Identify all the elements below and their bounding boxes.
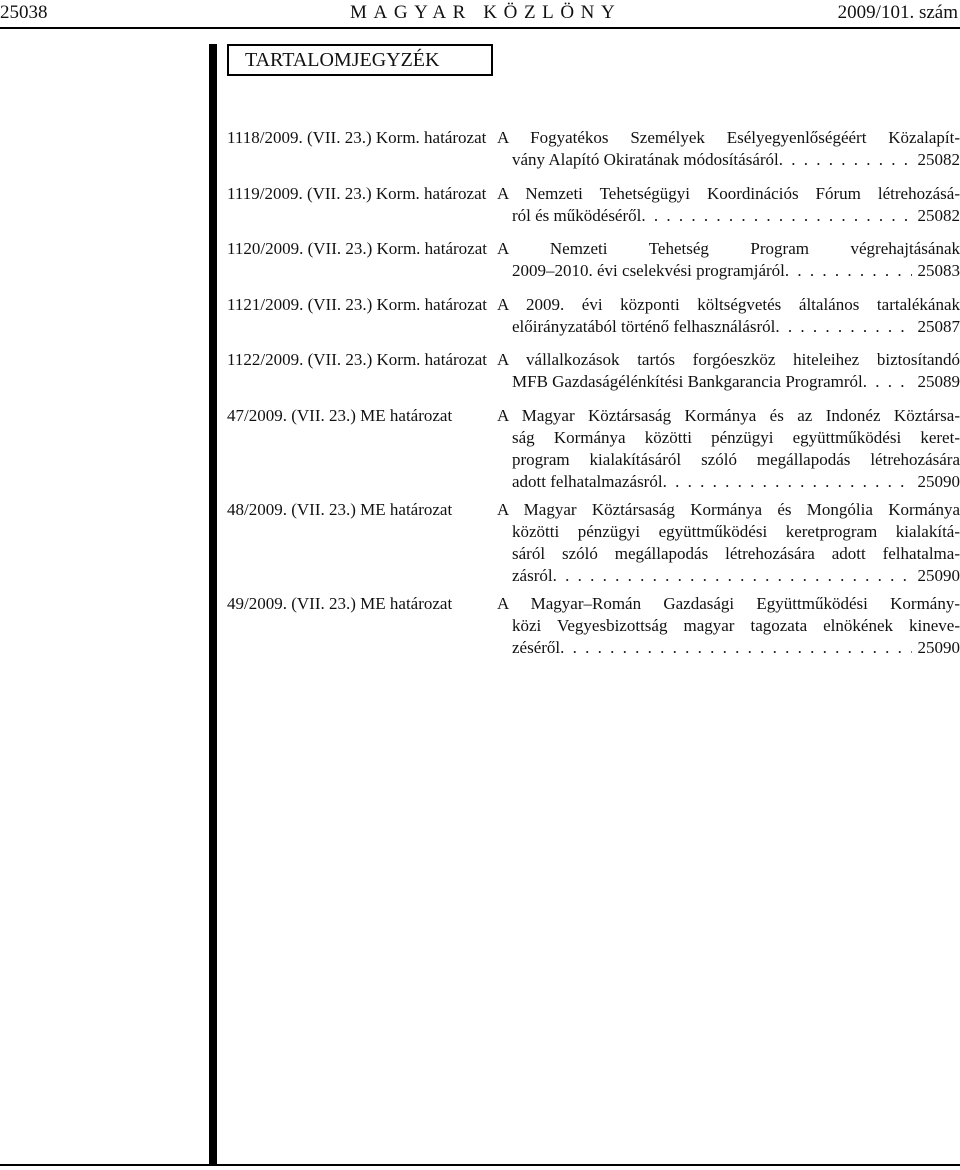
description-last-line [497,260,960,282]
description-last-line [497,149,960,171]
description-line: előirányzatából történő felhasználásról [512,317,776,336]
entry-reference: 1118/2009. (VII. 23.) Korm. határozat [227,128,487,147]
page-reference: 25082 [917,150,960,169]
page-reference: 25082 [917,206,960,225]
dot-leader [641,205,911,227]
entry-reference: 1119/2009. (VII. 23.) Korm. határozat [227,184,487,203]
page-reference: 25090 [917,638,960,657]
description-line: zásról [512,566,553,585]
description-line: 2009–2010. évi cselekvési programjáról [512,261,785,280]
page-reference: 25089 [917,372,960,391]
entry-description [497,183,960,227]
page-reference: 25087 [917,317,960,336]
description-last-line [497,565,960,587]
entry-description [497,294,960,338]
issue-number: 2009/101. szám [837,2,958,23]
description-last-line [497,371,960,393]
dot-leader [863,371,912,393]
journal-title: MAGYAR KÖZLÖNY [350,2,622,23]
entry-reference: 47/2009. (VII. 23.) ME határozat [227,406,453,425]
description-line: ról és működéséről [512,206,642,225]
page-number: 25038 [0,2,48,23]
description-line: A Nemzeti Tehetségügyi Koordinációs Fórum létrehozásá- [497,184,960,203]
entry-description [497,405,960,493]
description-line: A vállalkozások tartós forgóeszköz hiteleihez biztosítandó [497,350,960,369]
entry-reference: 49/2009. (VII. 23.) ME határozat [227,594,453,613]
description-line: A 2009. évi központi költségvetés általános tartalékának [497,295,960,314]
description-line: vány Alapító Okiratának módosításáról [512,150,779,169]
description-line: közötti pénzügyi együttműködési keretprogram kialakítá- [512,522,960,541]
entry-reference: 1122/2009. (VII. 23.) Korm. határozat [227,350,487,369]
description-last-line [497,637,960,659]
dot-leader [785,260,912,282]
description-last-line [497,471,960,493]
entry-description [497,593,960,659]
page-reference: 25090 [917,472,960,491]
footer-rule [0,1164,960,1166]
description-last-line [497,205,960,227]
description-line: A Fogyatékos Személyek Esélyegyenlőségéért Közalapít- [497,128,960,147]
description-line: MFB Gazdaságélénkítési Bankgarancia Programról [512,372,863,391]
entry-reference: 1120/2009. (VII. 23.) Korm. határozat [227,239,487,258]
description-line: program kialakításáról szóló megállapodás létrehozására [512,450,960,469]
page-reference: 25090 [917,566,960,585]
toc-title: TARTALOMJEGYZÉK [227,44,493,76]
description-line: A Magyar Köztársaság Kormánya és az Indonéz Köztársa- [497,406,960,425]
dot-leader [553,565,912,587]
dot-leader [779,149,912,171]
entry-description [497,238,960,282]
page-reference: 25083 [917,261,960,280]
description-line: A Magyar Köztársaság Kormánya és Mongólia Kormánya [497,500,960,519]
vertical-bar [209,44,217,1166]
description-line: ság Kormánya közötti pénzügyi együttműködési keret- [512,428,960,447]
entry-description [497,499,960,587]
description-line: adott felhatalmazásról [512,472,663,491]
dot-leader [775,316,911,338]
entry-description [497,349,960,393]
description-line: A Nemzeti Tehetség Program végrehajtásának [497,239,960,258]
header-rule [0,27,960,29]
dot-leader [560,637,911,659]
entry-description [497,127,960,171]
entry-reference: 48/2009. (VII. 23.) ME határozat [227,500,453,519]
description-line: zéséről [512,638,561,657]
description-line: sáról szóló megállapodás létrehozására adott felhatalma- [512,544,960,563]
description-line: közi Vegyesbizottság magyar tagozata elnökének kineve- [512,616,960,635]
dot-leader [663,471,912,493]
entry-reference: 1121/2009. (VII. 23.) Korm. határozat [227,295,487,314]
description-line: A Magyar–Román Gazdasági Együttműködési Kormány- [497,594,960,613]
description-last-line [497,316,960,338]
